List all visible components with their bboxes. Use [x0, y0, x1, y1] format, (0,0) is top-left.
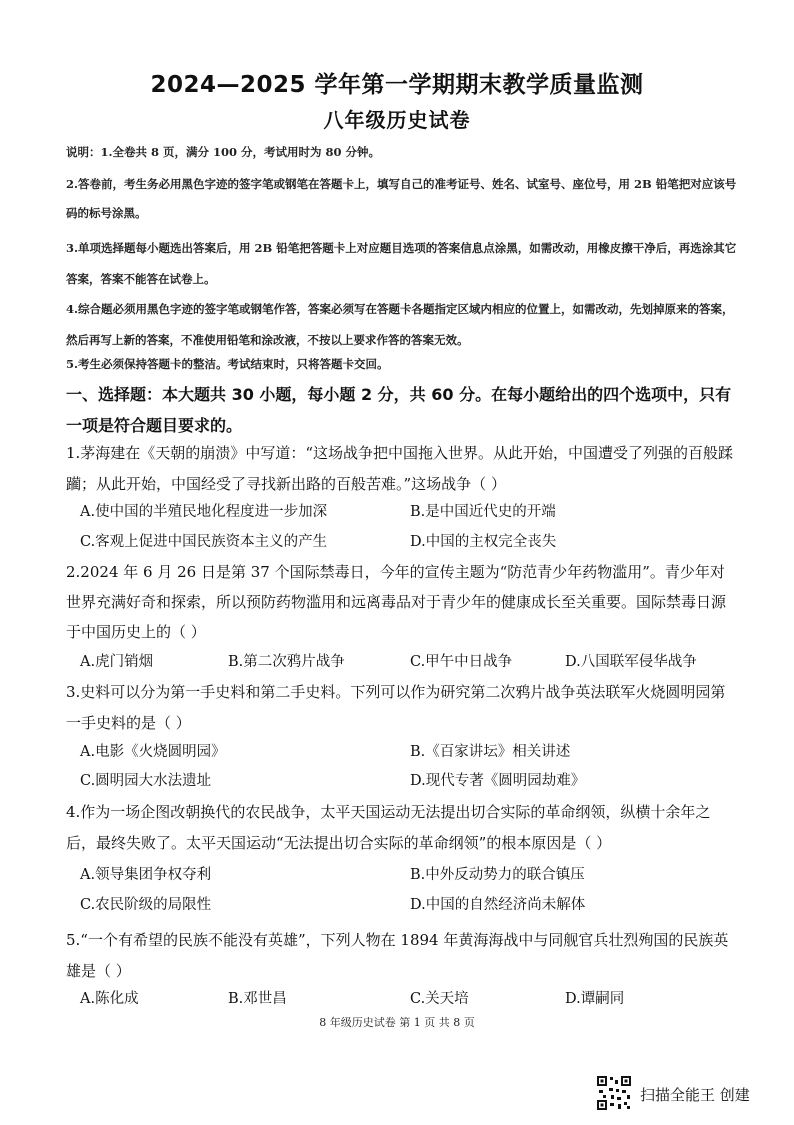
question-3-option-b: B.《百家讲坛》相关讲述 [410, 744, 571, 760]
question-3-option-a: A.电影《火烧圆明园》 [80, 744, 226, 760]
question-3-option-c: C.圆明园大水法遗址 [80, 773, 212, 789]
question-5-option-c: C.关天培 [410, 991, 469, 1007]
question-4-stem: 4.作为一场企图改朝换代的农民战争，太平天国运动无法提出切合实际的革命纲领，纵横十余年之后，最终失败了。太平天国运动“无法提出切合实际的革命纲领”的根本原因是（ ） [66, 803, 711, 852]
page-footer: 8 年级历史试卷 第 1 页 共 8 页 [319, 1016, 475, 1029]
question-1-option-d: D.中国的主权完全丧失 [410, 534, 557, 550]
section-heading: 一、选择题：本大题共 30 小题，每小题 2 分，共 60 分。在每小题给出的四个选项中，只有一项是符合题目要求的。 [66, 385, 732, 435]
question-1-option-a: A.使中国的半殖民地化程度进一步加深 [80, 504, 328, 520]
scanner-watermark: 扫描全能王 创建 [640, 1086, 750, 1104]
question-5-option-b: B.邓世昌 [228, 991, 287, 1007]
question-5-option-d: D.谭嗣同 [565, 991, 625, 1007]
question-4-option-d: D.中国的自然经济尚未解体 [410, 897, 586, 913]
question-2-option-c: C.甲午中日战争 [410, 654, 513, 670]
instruction-1: 说明：1.全卷共 8 页，满分 100 分，考试用时为 80 分钟。 [66, 145, 381, 159]
question-1-stem: 1.茅海建在《天朝的崩溃》中写道：“这场战争把中国拖入世界。从此开始，中国遭受了列强的百般蹂躏；从此开始，中国经受了寻找新出路的百般苦难。”这场战争（ ） [66, 444, 733, 493]
instruction-3: 3.单项选择题每小题选出答案后，用 2B 铅笔把答题卡上对应题目选项的答案信息点涂黑，如需改动，用橡皮擦干净后，再选涂其它答案，答案不能答在试卷上。 [66, 241, 737, 286]
question-3-option-d: D.现代专著《圆明园劫难》 [410, 773, 586, 789]
instruction-5: 5.考生必须保持答题卡的整洁。考试结束时，只将答题卡交回。 [66, 357, 389, 371]
exam-subtitle: 八年级历史试卷 [323, 108, 471, 132]
question-4-option-c: C.农民阶级的局限性 [80, 897, 212, 913]
instruction-4: 4.综合题必须用黑色字迹的签字笔或钢笔作答，答案必须写在答题卡各题指定区域内相应的位置上，如需改动，先划掉原来的答案，然后再写上新的答案，不准使用铅笔和涂改液，不按以上要求作答的答案无效。 [66, 302, 734, 347]
question-2-option-a: A.虎门销烟 [80, 654, 154, 670]
question-5-stem: 5.“一个有希望的民族不能没有英雄”，下列人物在 1894 年黄海海战中与同舰官兵壮烈殉国的民族英雄是（ ） [66, 931, 729, 980]
exam-title: 2024—2025 学年第一学期期末教学质量监测 [150, 72, 644, 98]
instruction-2: 2.答卷前，考生务必用黑色字迹的签字笔或钢笔在答题卡上，填写自己的准考证号、姓名、试室号、座位号，用 2B 铅笔把对应该号码的标号涂黑。 [66, 177, 737, 220]
question-2-stem: 2.2024 年 6 月 26 日是第 37 个国际禁毒日，今年的宣传主题为“防范青少年药物滥用”。青少年对世界充满好奇和探索，所以预防药物滥用和远离毒品对于青少年的健康成长至关重要。国际禁毒日源于中国历史上的（ ） [66, 563, 727, 641]
question-2-option-d: D.八国联军侵华战争 [565, 654, 697, 670]
question-3-stem: 3.史料可以分为第一手史料和第二手史料。下列可以作为研究第二次鸦片战争英法联军火烧圆明园第一手史料的是（ ） [66, 683, 726, 732]
question-4-option-a: A.领导集团争权夺利 [80, 867, 212, 883]
question-1-option-c: C.客观上促进中国民族资本主义的产生 [80, 534, 328, 550]
question-1-option-b: B.是中国近代史的开端 [410, 504, 556, 520]
question-4-option-b: B.中外反动势力的联合镇压 [410, 867, 585, 883]
question-5-option-a: A.陈化成 [80, 991, 139, 1007]
question-2-option-b: B.第二次鸦片战争 [228, 654, 345, 670]
qr-code-icon [596, 1075, 632, 1111]
